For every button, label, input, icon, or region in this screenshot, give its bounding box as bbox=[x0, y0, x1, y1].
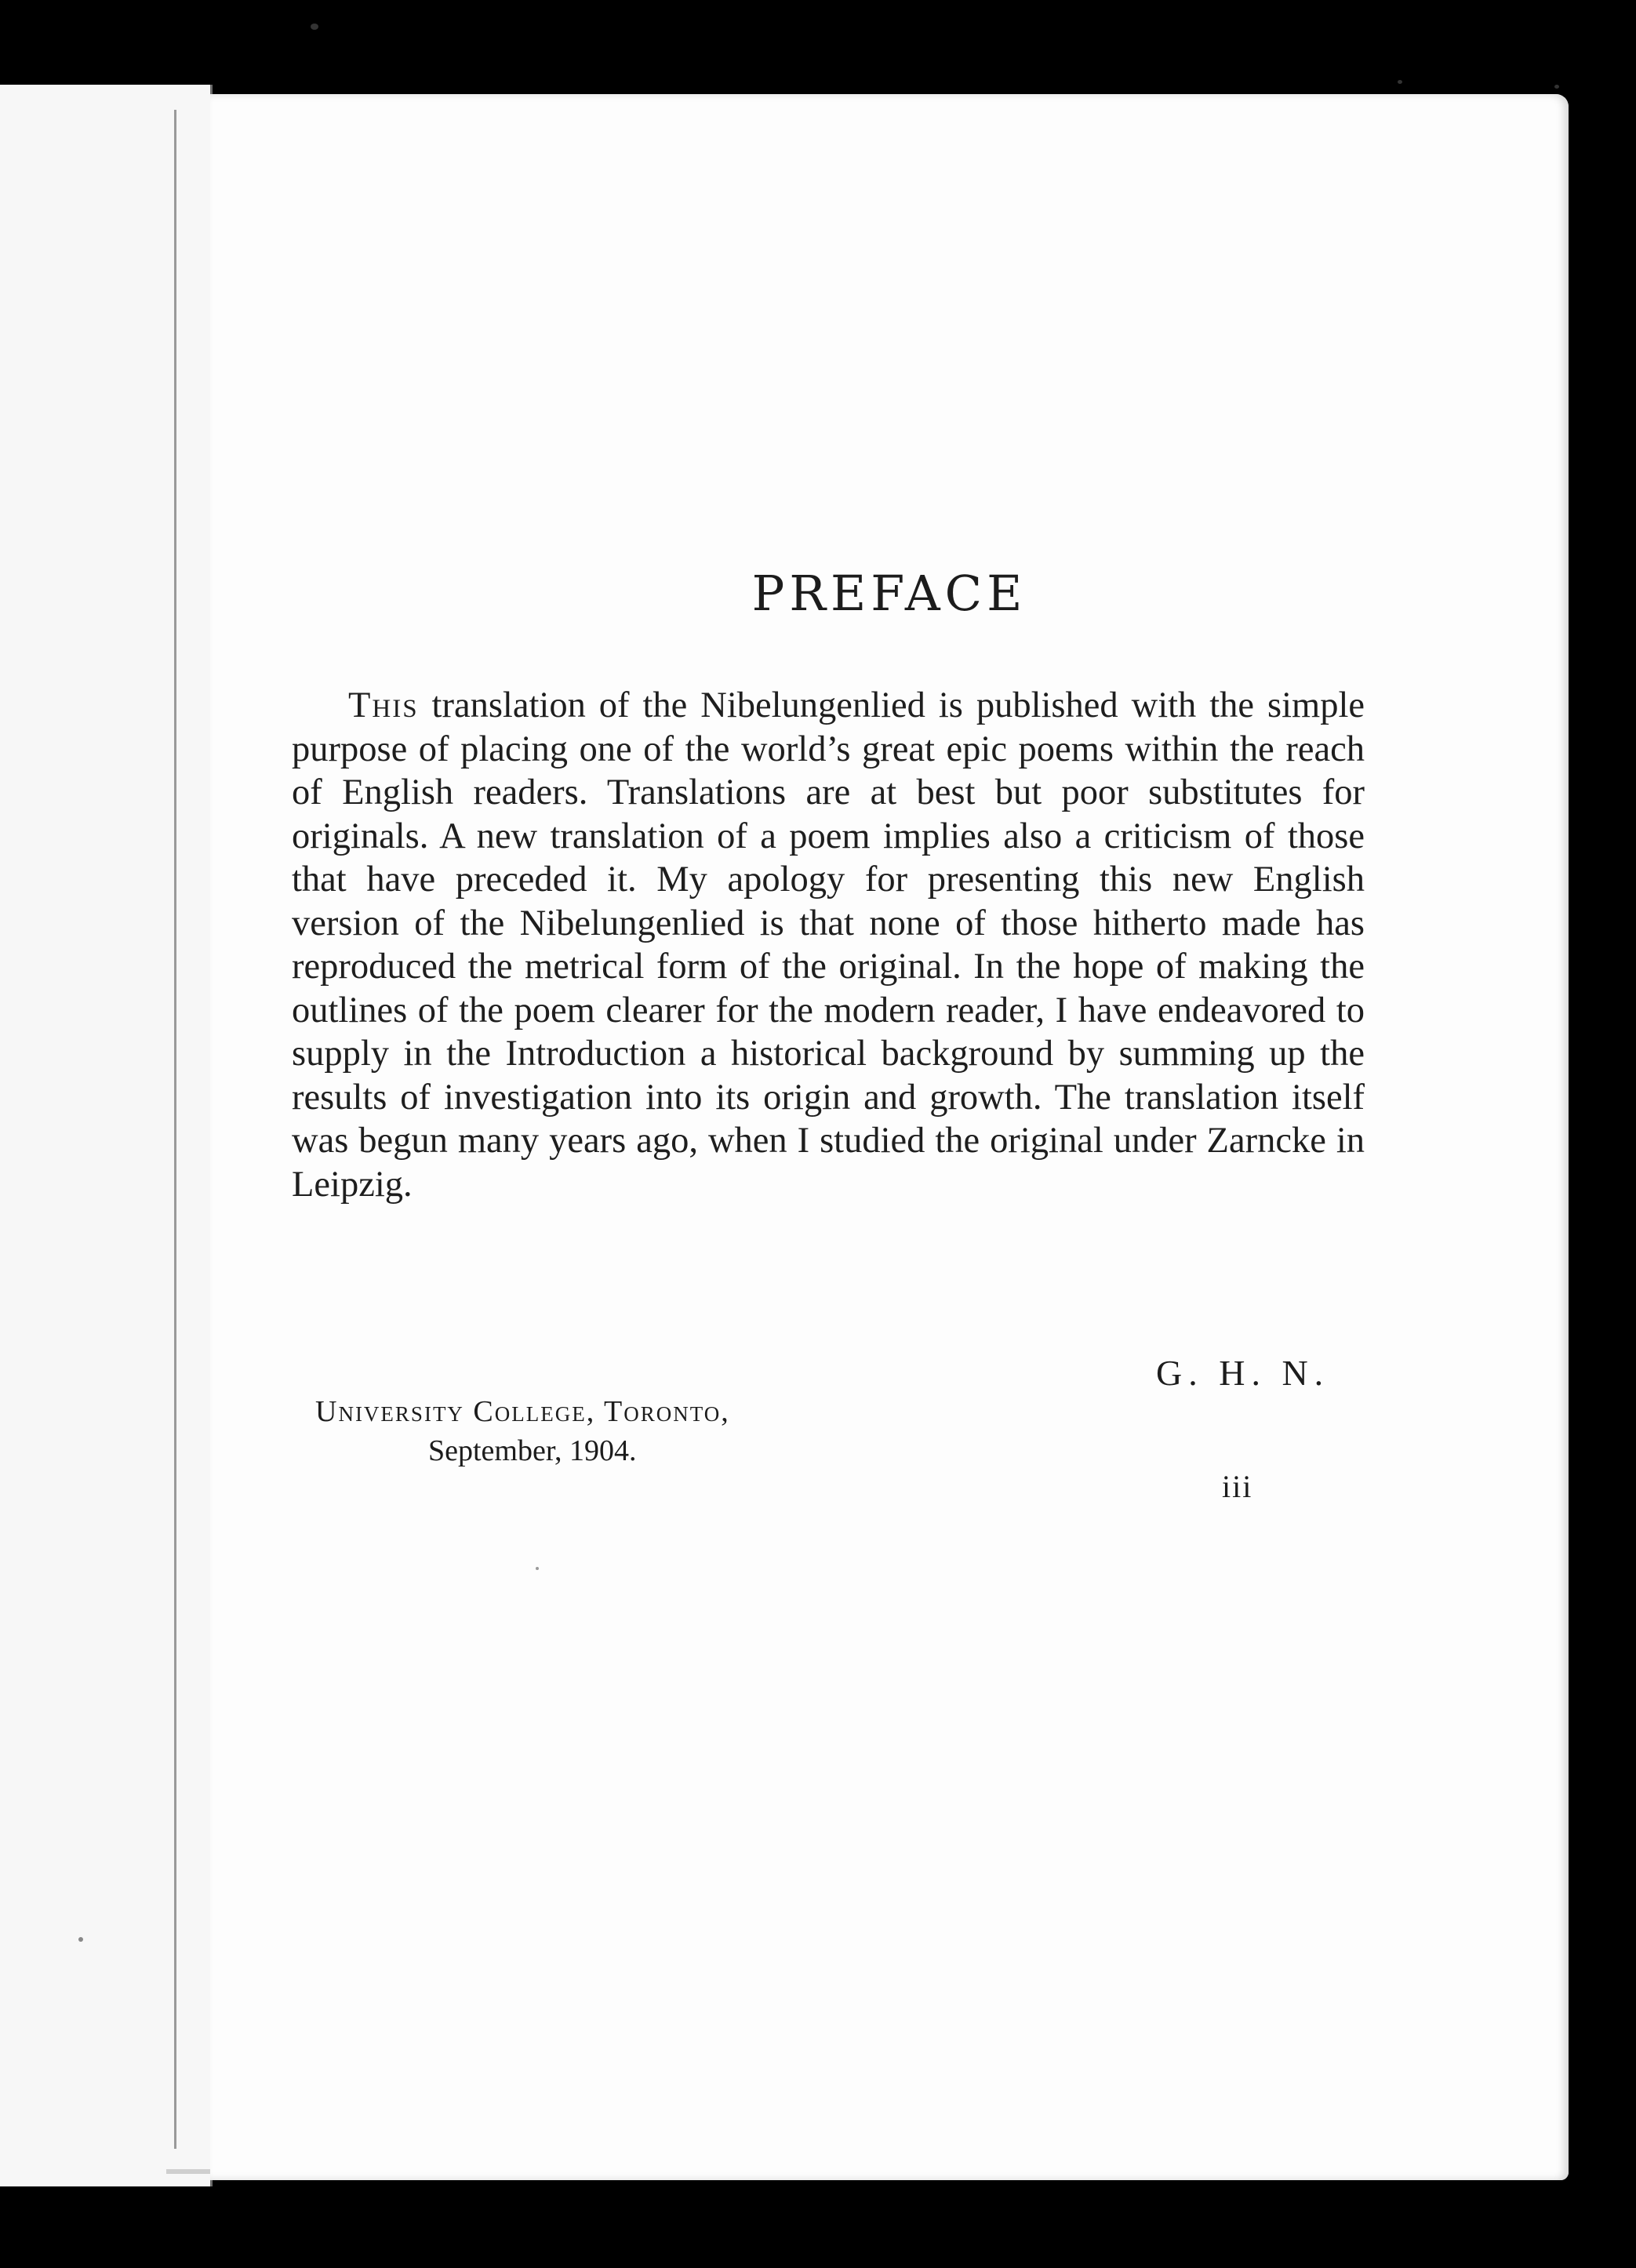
scan-speck bbox=[536, 1567, 539, 1570]
preface-body-text: translation of the Nibelungenlied is published with the simple purpose of placing one of the world’s great epic poems within the reach of English readers. Translations are at best but poor substitutes for originals. A new translation of a poem implies also a criticism of those that have preceded it. My apology for presenting this new English version of the Nibelungenlied is that none of those hitherto made has reproduced the metrical form of the original. In the hope of making the outlines of the poem clearer for the modern reader, I have endeavored to supply in the Introduction a historical background by summing up the results of investigation into its origin and growth. The translation itself was begun many years ago, when I studied the original under Zarncke in Leipzig. bbox=[292, 685, 1365, 1205]
page-crease bbox=[174, 110, 176, 2149]
preface-paragraph bbox=[292, 684, 1365, 1206]
scan-speck bbox=[78, 1937, 83, 1942]
place-line: University College, Toronto, bbox=[315, 1395, 730, 1428]
page-number: iii bbox=[1222, 1469, 1253, 1504]
scan-speck bbox=[311, 24, 318, 30]
date-line: September, 1904. bbox=[428, 1434, 637, 1467]
page-title: PREFACE bbox=[751, 565, 1027, 622]
left-facing-page-edge bbox=[0, 85, 213, 2186]
lead-word: This bbox=[348, 685, 419, 725]
scan-speck bbox=[1554, 85, 1559, 89]
scan-speck bbox=[1398, 80, 1402, 84]
author-initials: G. H. N. bbox=[1156, 1353, 1330, 1393]
book-page bbox=[210, 94, 1569, 2180]
